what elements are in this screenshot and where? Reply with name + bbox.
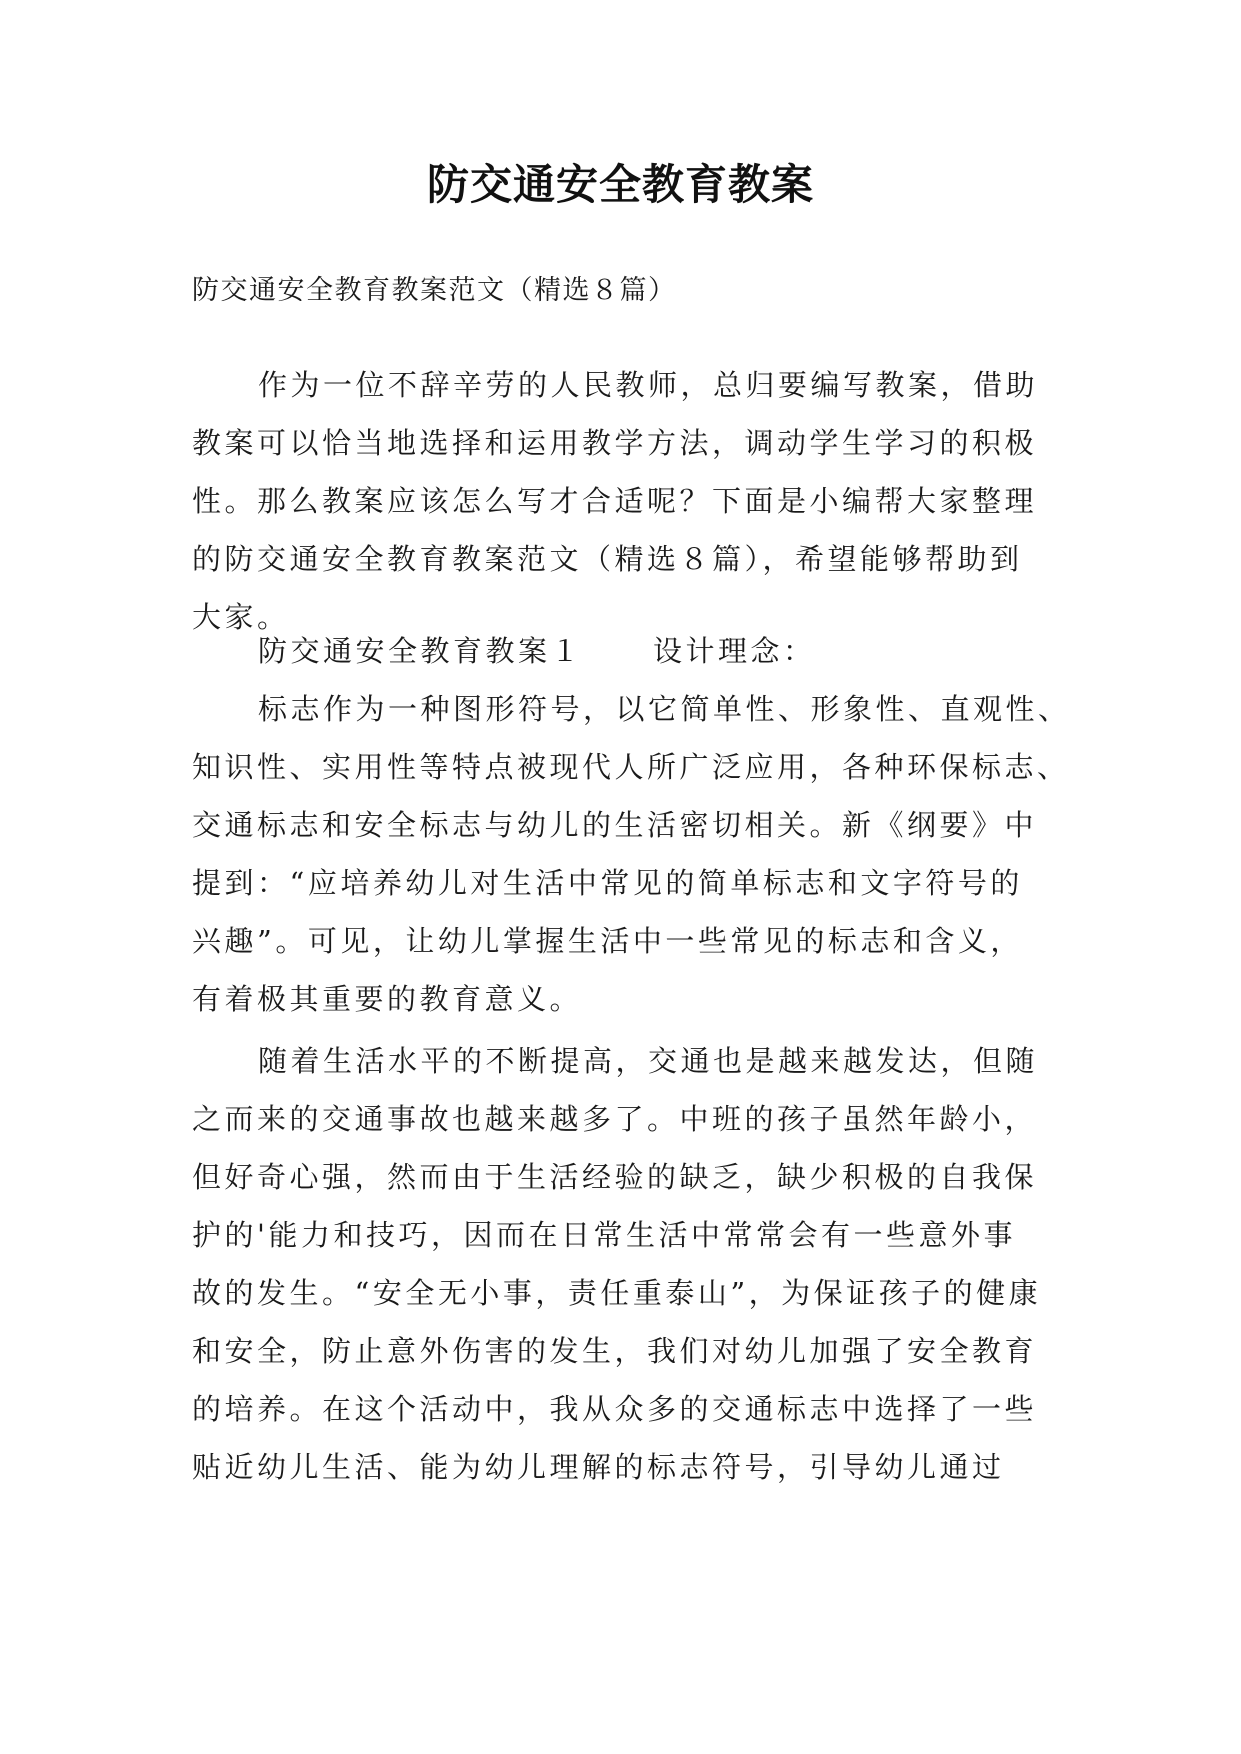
text-line: 标志作为一种图形符号，以它简单性、形象性、直观性、 [258, 692, 1071, 726]
text-line: 知识性、实用性等特点被现代人所广泛应用，各种环保标志、 [192, 750, 1070, 784]
text-line: 有着极其重要的教育意义。 [192, 982, 583, 1016]
text-line: 之而来的交通事故也越来越多了。中班的孩子虽然年龄小， [192, 1102, 1038, 1136]
section-label: 设计理念： [653, 634, 816, 668]
section-title: 防交通安全教育教案１ [258, 634, 584, 668]
document-subtitle: 防交通安全教育教案范文（精选８篇） [192, 275, 677, 306]
text-line: 交通标志和安全标志与幼儿的生活密切相关。新《纲要》中 [192, 808, 1038, 842]
text-line: 贴近幼儿生活、能为幼儿理解的标志符号，引导幼儿通过 [192, 1450, 1005, 1484]
text-line: 但好奇心强，然而由于生活经验的缺乏，缺少积极的自我保 [192, 1160, 1038, 1194]
traffic-safety-paragraph [192, 1032, 1062, 1496]
text-line: 性。那么教案应该怎么写才合适呢？下面是小编帮大家整理 [192, 484, 1038, 518]
text-line: 护的'能力和技巧，因而在日常生活中常常会有一些意外事 [192, 1218, 1016, 1252]
section-heading [192, 622, 1062, 680]
text-line: 的培养。在这个活动中，我从众多的交通标志中选择了一些 [192, 1392, 1038, 1426]
text-line: 的防交通安全教育教案范文（精选８篇），希望能够帮助到 [192, 542, 1023, 576]
text-line: 和安全，防止意外伤害的发生，我们对幼儿加强了安全教育 [192, 1334, 1038, 1368]
text-line: 兴趣”。可见，让幼儿掌握生活中一些常见的标志和含义， [192, 924, 1023, 958]
intro-paragraph [192, 356, 1062, 646]
text-line: 提到：“应培养幼儿对生活中常见的简单标志和文字符号的 [192, 866, 1023, 900]
text-line: 作为一位不辞辛劳的人民教师，总归要编写教案，借助 [258, 368, 1039, 402]
document-title: 防交通安全教育教案 [426, 160, 814, 209]
text-line: 大家。 [192, 600, 290, 634]
text-line: 教案可以恰当地选择和运用教学方法，调动学生学习的积极 [192, 426, 1038, 460]
design-concept-paragraph [192, 680, 1071, 1028]
text-line: 随着生活水平的不断提高，交通也是越来越发达，但随 [258, 1044, 1039, 1078]
text-line: 故的发生。“安全无小事，责任重泰山”，为保证孩子的健康 [192, 1276, 1042, 1310]
